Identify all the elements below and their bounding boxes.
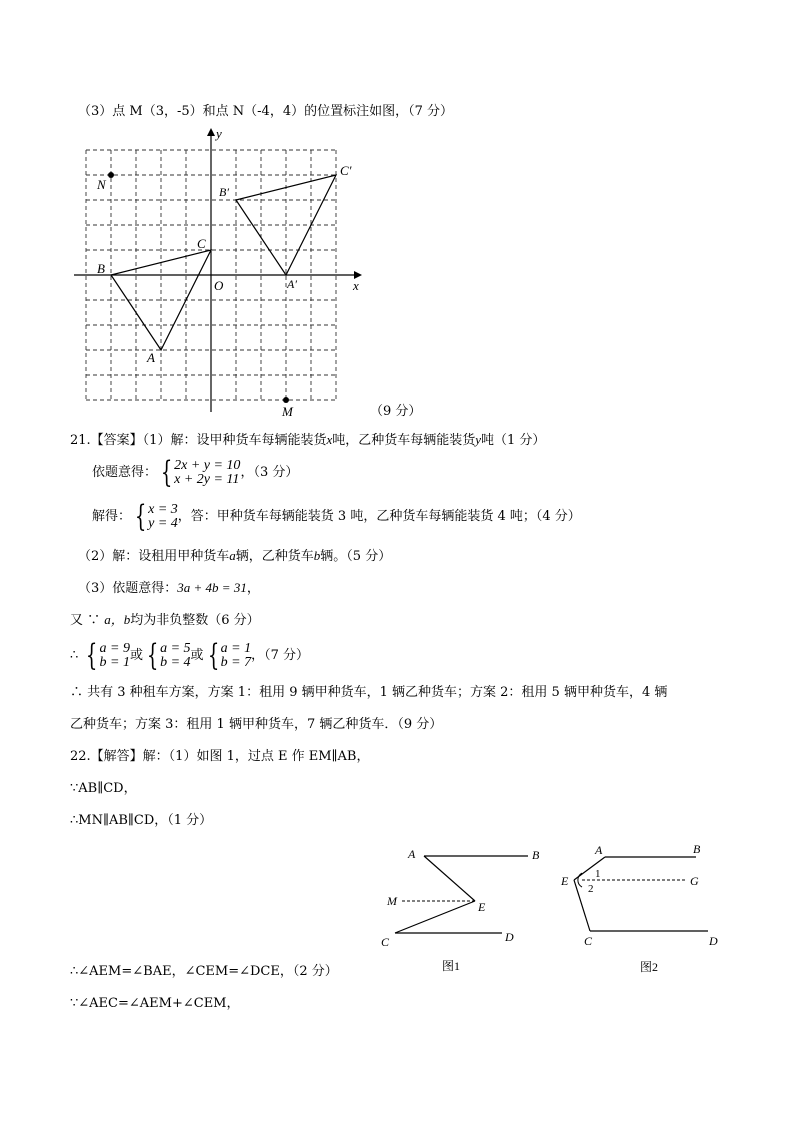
- q21-integer-solutions: ∴ { a = 9 b = 1 或 { a = 5 b = 4 或 { a = 1 b = 7 ，（7 分）: [70, 637, 309, 673]
- fig2-angle-2: 2: [588, 883, 594, 895]
- q22-line1: 22.【解答】解：（1）如图 1，过点 E 作 EM∥AB，: [70, 749, 370, 764]
- q20-score-9: （9 分）: [370, 404, 422, 419]
- label-b-prime: B′: [219, 185, 229, 199]
- label-a-prime: A′: [287, 277, 297, 291]
- fig1-label-d: D: [505, 930, 514, 944]
- fig1-label-m: M: [387, 894, 397, 908]
- q21-nonnegative: 又 ∵ a，b均为非负整数（6 分）: [70, 612, 260, 628]
- label-n: N: [97, 177, 106, 192]
- fig2-label-e: E: [561, 874, 569, 888]
- fig2-label-c: C: [584, 934, 593, 948]
- figure-1: [376, 840, 540, 980]
- label-c-prime: C′: [340, 163, 352, 178]
- fig1-caption: 图1: [442, 959, 461, 973]
- label-b: B: [97, 261, 105, 276]
- label-c: C: [197, 236, 206, 251]
- x-axis-label: x: [353, 278, 359, 293]
- point-m: [283, 397, 289, 403]
- q20-part3-text: （3）点 M（3，-5）和点 N（-4，4）的位置标注如图，（7 分）: [78, 104, 453, 119]
- fig1-label-a: A: [408, 847, 416, 861]
- q21-part3-equation: （3）依题意得：3a + 4b = 31，: [78, 580, 260, 596]
- q22-line4: ∴∠AEM=∠BAE，∠CEM=∠DCE，（2 分）: [70, 964, 338, 979]
- segment-ae: [424, 856, 475, 901]
- q21-part2: （2）解：设租用甲种货车a辆，乙种货车b辆。（5 分）: [78, 548, 392, 564]
- q21-equation-system: 依题意得： { 2x + y = 10 x + 2y = 11 ，（3 分）: [92, 454, 299, 490]
- fig2-label-g: G: [690, 874, 699, 888]
- origin-label: O: [214, 278, 224, 293]
- point-n: [108, 172, 114, 178]
- q22-line2: ∵AB∥CD，: [70, 781, 137, 796]
- fig2-caption: 图2: [640, 960, 659, 974]
- q21-solution: 解得： { x = 3 y = 4 ，答：甲种货车每辆能装货 3 吨，乙种货车每辆能装货 4 吨；（4 分）: [92, 498, 581, 534]
- q22-line3: ∴MN∥AB∥CD，（1 分）: [70, 813, 213, 828]
- q21-conclusion-line1: ∴ 共有 3 种租车方案，方案 1：租用 9 辆甲种货车，1 辆乙种货车；方案 2：租用 5 辆甲种货车，4 辆: [70, 685, 668, 700]
- fig1-label-c: C: [381, 935, 390, 949]
- segment-ce: [395, 901, 475, 933]
- y-axis-label: y: [216, 126, 222, 141]
- q21-conclusion-line2: 乙种货车；方案 3：租用 1 辆甲种货车，7 辆乙种货车．（9 分）: [70, 717, 443, 732]
- fig2-angle-1: 1: [595, 868, 601, 880]
- label-m: M: [282, 404, 293, 419]
- fig2-label-a: A: [595, 843, 603, 857]
- q21-heading: 21.【答案】（1）解：设甲种货车每辆能装货x吨，乙种货车每辆能装货y吨（1 分）: [70, 432, 546, 448]
- q22-line5: ∵∠AEC=∠AEM+∠CEM，: [70, 996, 240, 1011]
- fig2-label-d: D: [709, 934, 718, 948]
- fig1-label-e: E: [478, 900, 486, 914]
- figure-2: [556, 838, 726, 980]
- coordinate-grid-figure: [62, 122, 382, 422]
- y-axis-arrow: [207, 128, 215, 136]
- fig1-label-b: B: [532, 848, 540, 862]
- label-a: A: [147, 350, 155, 365]
- fig2-label-b: B: [693, 842, 701, 856]
